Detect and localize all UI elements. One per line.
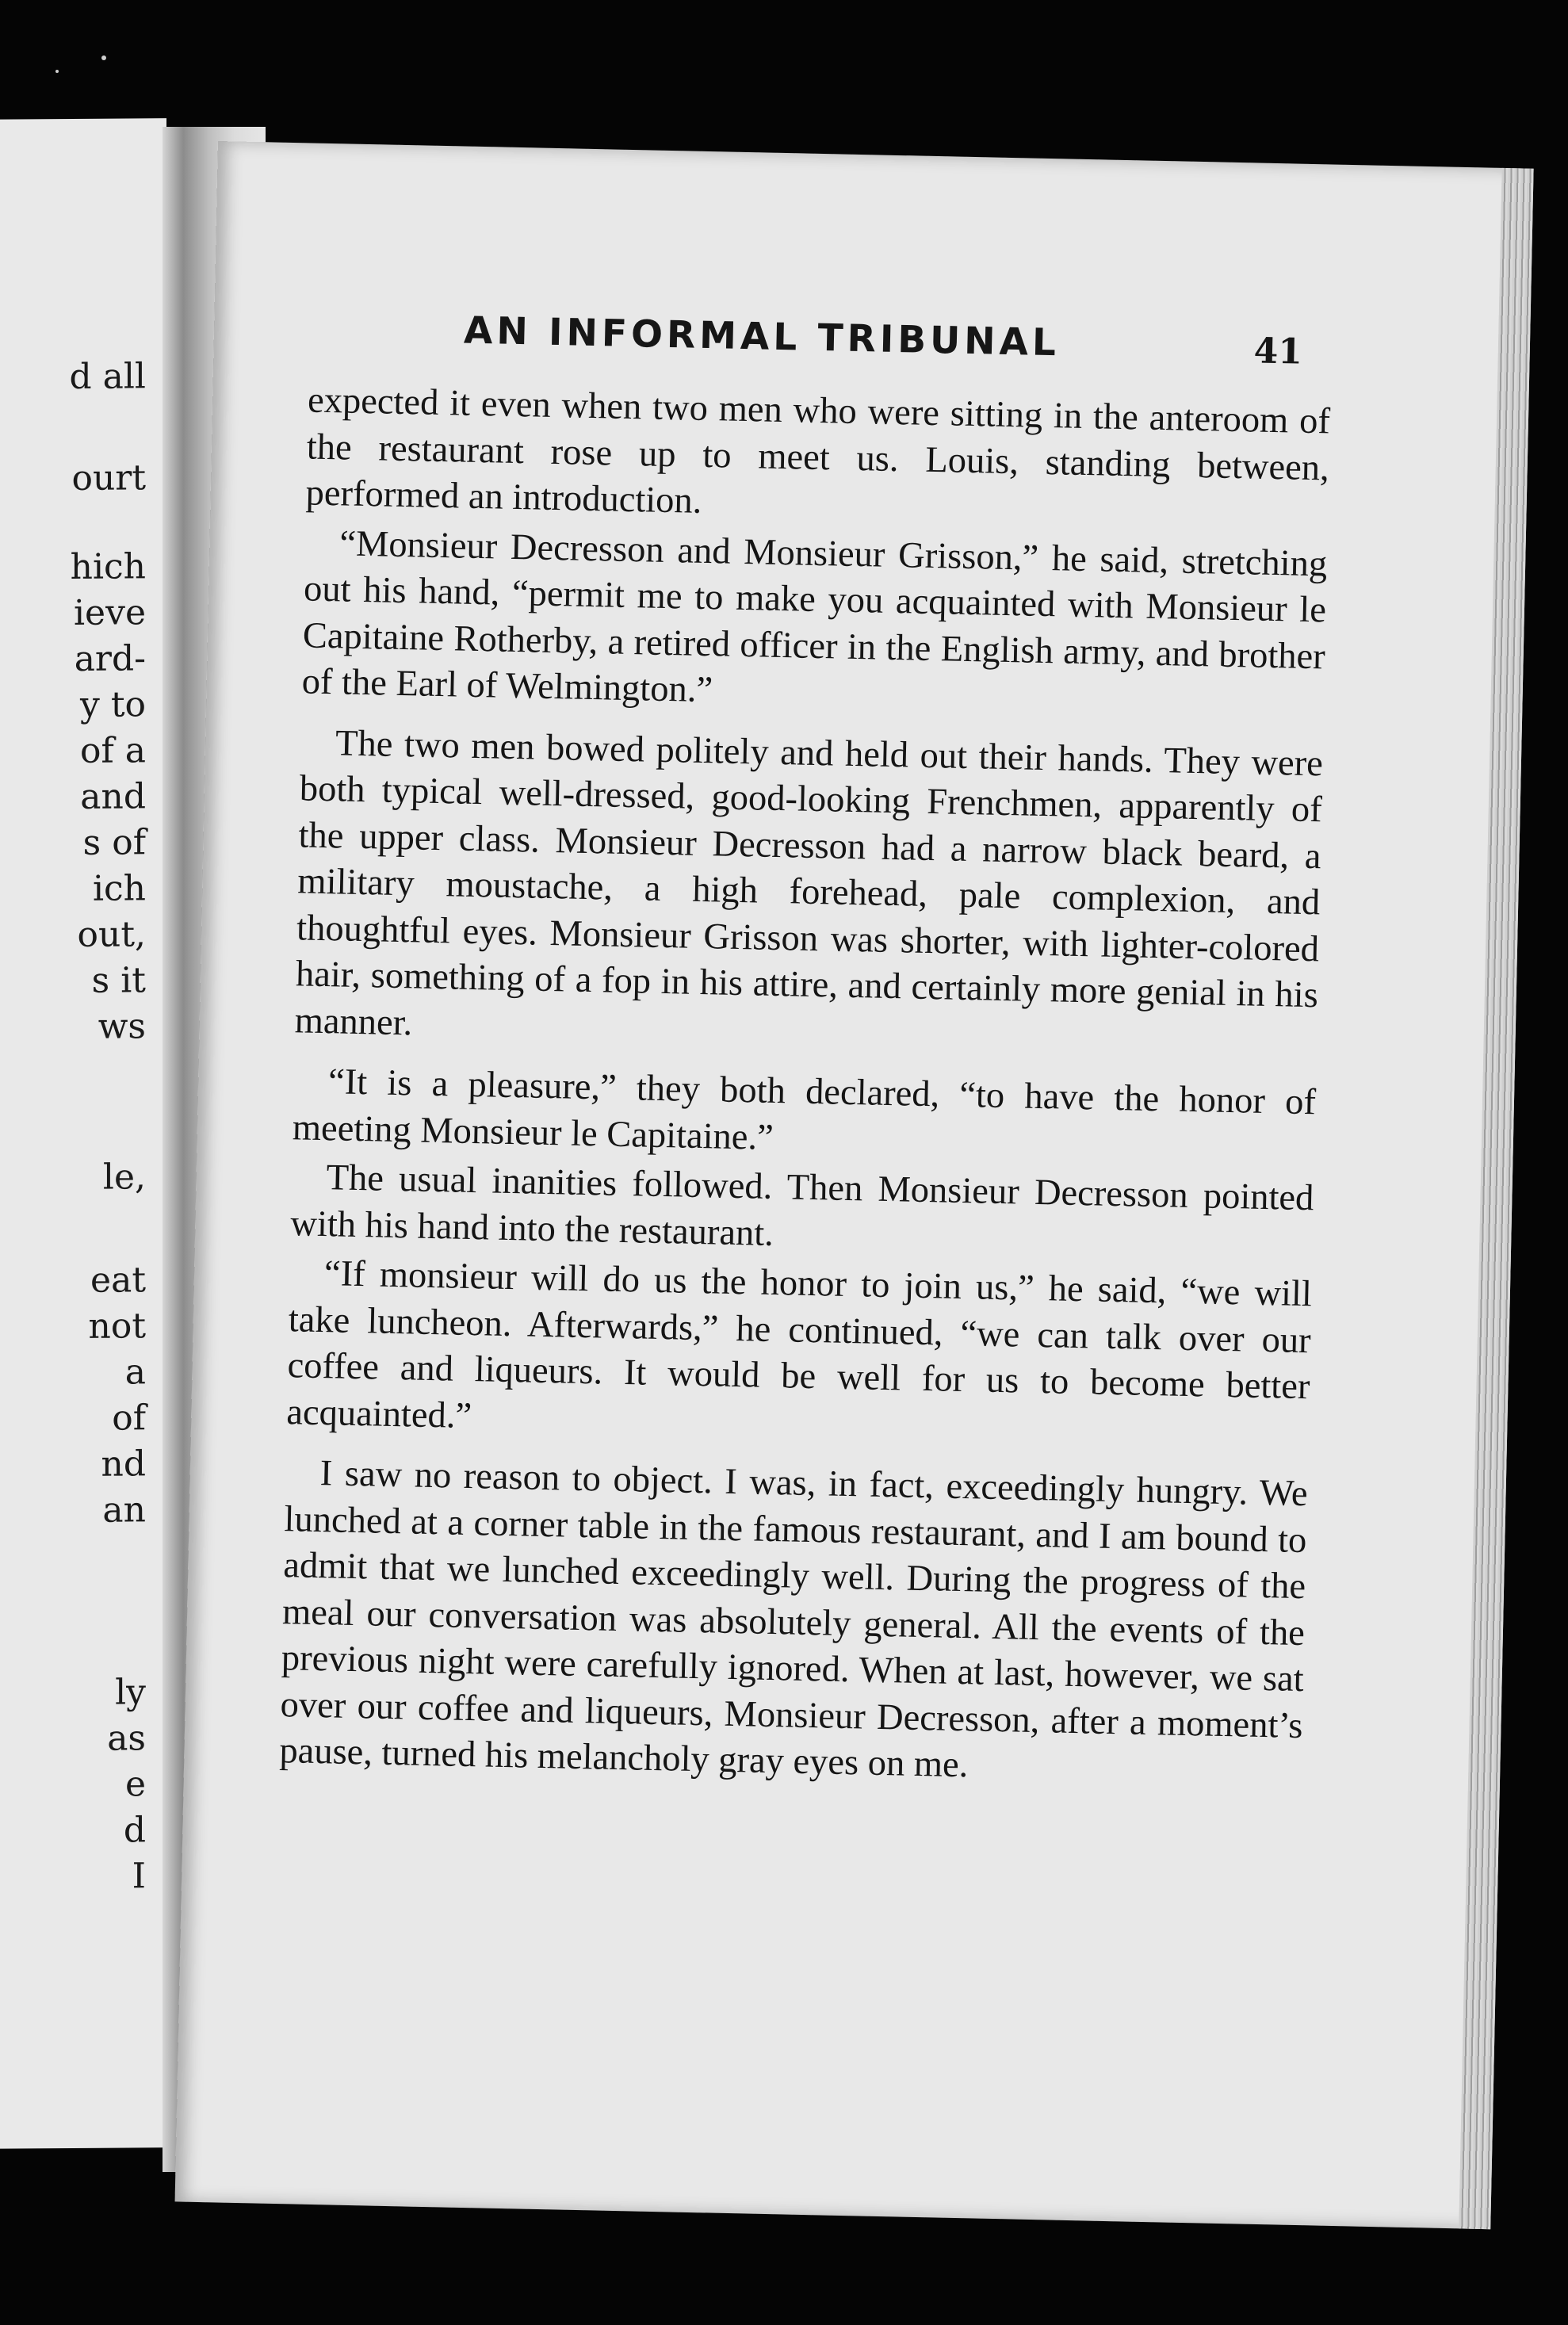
- left-page-fragment: nd: [101, 1444, 146, 1485]
- left-page-fragment: ard-: [74, 638, 146, 679]
- left-page-fragment: not: [88, 1306, 146, 1347]
- left-page-fragment: out,: [77, 914, 146, 955]
- left-page-fragment: of: [112, 1398, 146, 1439]
- book-page: [175, 141, 1534, 2229]
- left-page-fragment: ich: [92, 868, 146, 909]
- left-page-fragment: s it: [91, 960, 146, 1001]
- page-edges: [1459, 168, 1533, 2229]
- left-page-fragment: ourt: [71, 457, 146, 499]
- left-page-fragment: s of: [82, 822, 146, 863]
- dust-speck: [55, 70, 59, 73]
- left-page-fragment: a: [124, 1352, 146, 1393]
- paragraph: “Monsieur Decresson and Monsieur Grisson,” he said, stretching out his hand, “permit me to make you acquainted with Monsieur le Capitaine Rotherby, a retired officer in the English army, and brother of the Earl of Welmington.”: [301, 522, 1328, 711]
- left-page-fragment: y to: [79, 684, 146, 725]
- running-title: AN INFORMAL TRIBUNAL: [463, 308, 1061, 365]
- left-page-fragment: and: [80, 776, 146, 817]
- page-number: 41: [1253, 331, 1303, 373]
- paragraph: expected it even when two men who were sitting in the anteroom of the restaurant rose up to meet us. Louis, standing between, performed an introduction.: [305, 380, 1331, 522]
- paragraph: The usual inanities followed. Then Monsieur Decresson pointed with his hand into the restaurant.: [289, 1157, 1314, 1254]
- paragraph: I saw no reason to object. I was, in fact, exceedingly hungry. We lunched at a corner table in the famous restaurant, and I am bound to admit that we lunched exceedingly well. During the progress of the meal our conversation was absolutely general. All the events of the previous night were carefully ignored. When at last, however, we sat over our coffee and liqueurs, Monsieur Decresson, after a moment’s pause, turned his melancholy gray eyes on me.: [278, 1453, 1309, 1786]
- left-page-fragment: d: [123, 1810, 146, 1851]
- left-page-fragment: d all: [69, 356, 146, 397]
- left-page-fragment: an: [102, 1489, 146, 1531]
- dust-speck: [101, 55, 106, 60]
- left-page-fragment: of a: [80, 730, 146, 771]
- left-facing-page: [0, 118, 166, 2149]
- left-page-fragment: e: [124, 1764, 146, 1805]
- left-page-fragment: le,: [102, 1157, 146, 1198]
- left-page-fragment: ws: [98, 1006, 146, 1047]
- left-page-fragment: ly: [115, 1672, 146, 1713]
- left-page-fragment: eat: [90, 1260, 146, 1301]
- page-body: [279, 377, 1331, 1795]
- left-page-fragment: ieve: [73, 592, 146, 633]
- paragraph: The two men bowed politely and held out their hands. They were both typical well-dressed, good-looking Frenchmen, apparently of the upper class. Monsieur Decresson had a narrow black beard, a military moustache, a high forehead, pale complexion, and thoughtful eyes. Monsieur Grisson was shorter, with lighter-colored hair, something of a fop in his attire, and certainly more genial in his manner.: [294, 722, 1324, 1043]
- paragraph: “If monsieur will do us the honor to join us,” he said, “we will take luncheon. Afterwards,” he continued, “we can talk over our coffee and liqueurs. It would be well for us to become better acquainted.”: [285, 1253, 1313, 1436]
- left-page-fragment: hich: [70, 546, 146, 587]
- left-page-fragment: I: [132, 1856, 146, 1897]
- left-page-fragment: as: [107, 1718, 146, 1759]
- paragraph: “It is a pleasure,” they both declared, “to have the honor of meeting Monsieur le Capitaine.”: [292, 1061, 1317, 1158]
